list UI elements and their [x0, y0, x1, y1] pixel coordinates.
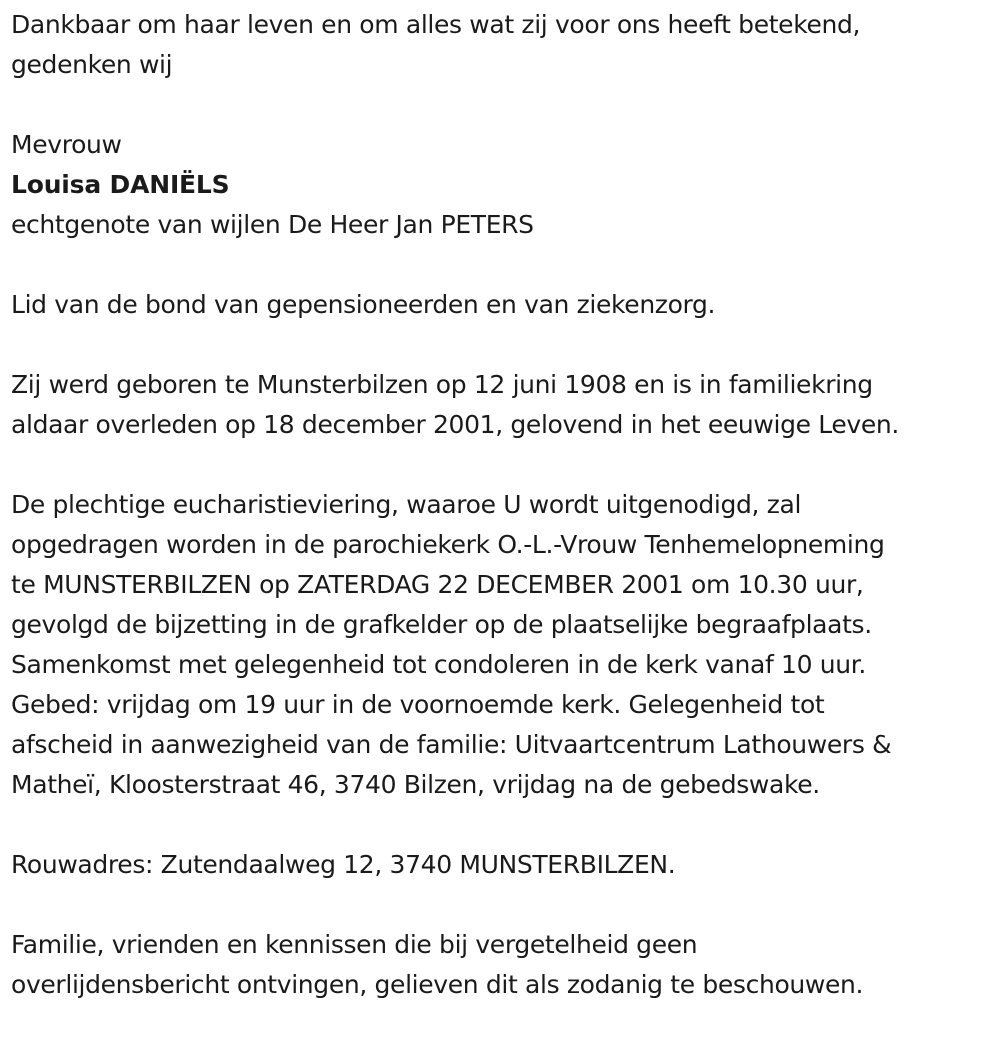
spacer [11, 445, 980, 485]
spacer [11, 325, 980, 365]
ceremony-line: te MUNSTERBILZEN op ZATERDAG 22 DECEMBER 2001 om 10.30 uur, [11, 570, 864, 599]
closing-line-1: Familie, vrienden en kennissen die bij vergetelheid geen [11, 930, 698, 959]
ceremony-line: Samenkomst met gelegenheid tot condoleren in de kerk vanaf 10 uur. [11, 650, 866, 679]
birth-death-line-1: Zij werd geboren te Munsterbilzen op 12 juni 1908 en is in familiekring [11, 370, 873, 399]
person-title: Mevrouw [11, 130, 122, 159]
spacer [11, 805, 980, 845]
spacer [11, 885, 980, 925]
intro-line-1: Dankbaar om haar leven en om alles wat zij voor ons heeft betekend, [11, 10, 861, 39]
ceremony-line: Gebed: vrijdag om 19 uur in de voornoemde kerk. Gelegenheid tot [11, 690, 825, 719]
ceremony-paragraph [11, 485, 980, 805]
spacer [11, 85, 980, 125]
birth-death-line-2: aldaar overleden op 18 december 2001, gelovend in het eeuwige Leven. [11, 410, 899, 439]
ceremony-line: opgedragen worden in de parochiekerk O.-L.-Vrouw Tenhemelopneming [11, 530, 885, 559]
ceremony-line: Matheï, Kloosterstraat 46, 3740 Bilzen, vrijdag na de gebedswake. [11, 770, 820, 799]
mourning-address: Rouwadres: Zutendaalweg 12, 3740 MUNSTERBILZEN. [11, 850, 676, 879]
intro-line-2: gedenken wij [11, 50, 173, 79]
closing-line-2: overlijdensbericht ontvingen, gelieven dit als zodanig te beschouwen. [11, 970, 864, 999]
person-name: Louisa DANIËLS [11, 170, 230, 199]
membership-text: Lid van de bond van gepensioneerden en van ziekenzorg. [11, 290, 716, 319]
ceremony-line: De plechtige eucharistieviering, waaroe U wordt uitgenodigd, zal [11, 490, 802, 519]
person-spouse: echtgenote van wijlen De Heer Jan PETERS [11, 210, 534, 239]
ceremony-line: gevolgd de bijzetting in de grafkelder op de plaatselijke begraafplaats. [11, 610, 872, 639]
ceremony-line: afscheid in aanwezigheid van de familie: Uitvaartcentrum Lathouwers & [11, 730, 892, 759]
spacer [11, 245, 980, 285]
